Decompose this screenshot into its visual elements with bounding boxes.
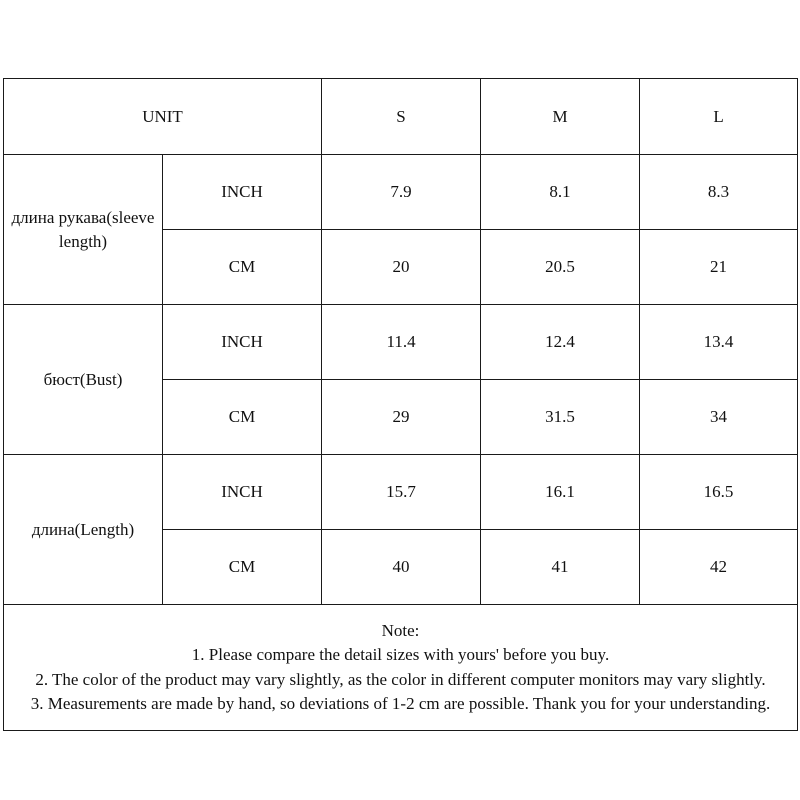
- size-chart-table: [3, 78, 798, 731]
- value-cell: 40: [322, 530, 481, 605]
- notes-title: Note:: [381, 620, 420, 640]
- unit-cell: CM: [163, 230, 322, 305]
- value-cell: 42: [640, 530, 798, 605]
- size-header-m: M: [481, 79, 640, 155]
- value-cell: 29: [322, 380, 481, 455]
- value-cell: 13.4: [640, 305, 798, 380]
- measurement-label-length: длина(Length): [4, 455, 163, 605]
- measurement-label-bust: бюст(Bust): [4, 305, 163, 455]
- value-cell: 34: [640, 380, 798, 455]
- note-line-1: 1. Please compare the detail sizes with yours' before you buy.: [191, 645, 610, 664]
- unit-cell: INCH: [163, 155, 322, 230]
- notes-row: [4, 605, 798, 731]
- value-cell: 16.1: [481, 455, 640, 530]
- note-line-2: 2. The color of the product may vary slightly, as the color in different computer monitors may vary slightly.: [35, 669, 766, 689]
- value-cell: 15.7: [322, 455, 481, 530]
- value-cell: 31.5: [481, 380, 640, 455]
- size-header-s: S: [322, 79, 481, 155]
- unit-cell: CM: [163, 380, 322, 455]
- size-header-l: L: [640, 79, 798, 155]
- notes-section: [4, 605, 798, 731]
- value-cell: 7.9: [322, 155, 481, 230]
- table-row: [4, 455, 798, 530]
- header-row: [4, 79, 798, 155]
- value-cell: 12.4: [481, 305, 640, 380]
- value-cell: 11.4: [322, 305, 481, 380]
- note-line-3: 3. Measurements are made by hand, so deviations of 1-2 cm are possible. Thank you for your understanding.: [30, 694, 771, 713]
- unit-header: UNIT: [4, 79, 322, 155]
- unit-cell: INCH: [163, 455, 322, 530]
- value-cell: 16.5: [640, 455, 798, 530]
- measurement-label-line: length): [58, 231, 108, 251]
- value-cell: 41: [481, 530, 640, 605]
- value-cell: 21: [640, 230, 798, 305]
- measurement-label-line: длина рукава(sleeve: [11, 207, 155, 227]
- value-cell: 8.1: [481, 155, 640, 230]
- unit-cell: CM: [163, 530, 322, 605]
- unit-cell: INCH: [163, 305, 322, 380]
- table-row: [4, 305, 798, 380]
- value-cell: 8.3: [640, 155, 798, 230]
- measurement-label-sleeve-length: [4, 155, 163, 305]
- table-row: [4, 155, 798, 230]
- value-cell: 20.5: [481, 230, 640, 305]
- value-cell: 20: [322, 230, 481, 305]
